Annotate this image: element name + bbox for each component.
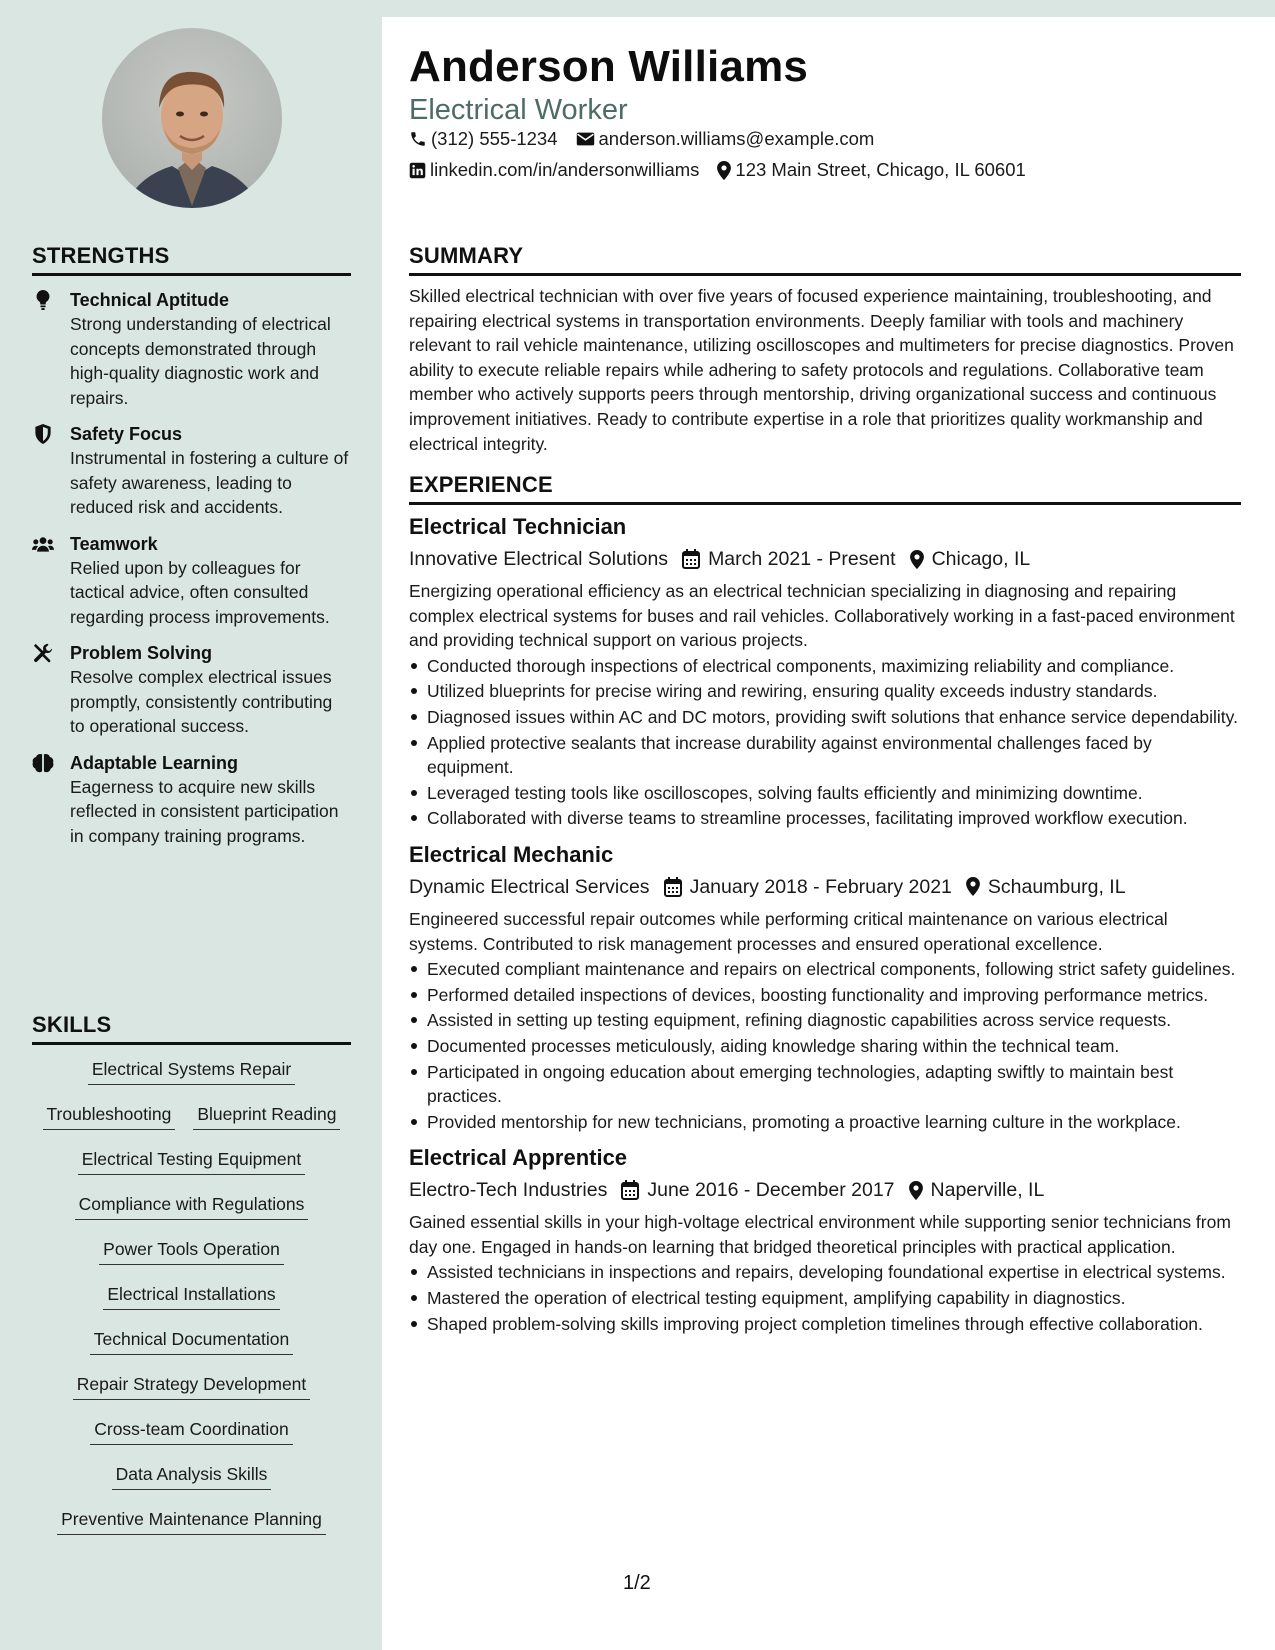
location-pin-icon	[910, 550, 924, 569]
phone-contact[interactable]	[409, 128, 558, 150]
skill-row	[32, 1147, 351, 1192]
job-location	[909, 1176, 1045, 1204]
contact-row-1	[409, 128, 892, 150]
job-bullet: Collaborated with diverse teams to streamline processes, facilitating improved workflow execution.	[409, 806, 1241, 831]
job-bullets	[409, 654, 1241, 831]
skill-tag: Blueprint Reading	[193, 1102, 340, 1130]
skill-tag: Data Analysis Skills	[112, 1462, 272, 1490]
job-bullet: Conducted thorough inspections of electrical components, maximizing reliability and compliance.	[409, 654, 1241, 679]
job-company	[409, 873, 650, 901]
email-contact[interactable]	[576, 128, 875, 150]
job-bullet: Mastered the operation of electrical testing equipment, amplifying capability in diagnostics.	[409, 1286, 1241, 1311]
skills-heading: SKILLS	[32, 1012, 351, 1045]
skill-tag: Cross-team Coordination	[90, 1417, 293, 1445]
skill-row	[32, 1372, 351, 1417]
strength-desc: Strong understanding of electrical concepts demonstrated through high-quality diagnostic work and repairs.	[70, 314, 331, 408]
job-bullets	[409, 957, 1241, 1134]
location-text: Chicago, IL	[931, 548, 1031, 570]
phone-icon	[409, 130, 427, 148]
skills-section	[32, 1012, 351, 1552]
users-icon	[32, 533, 54, 555]
brain-icon	[32, 752, 54, 774]
contact-row-2	[409, 159, 1044, 181]
dates-text: January 2018 - February 2021	[689, 875, 952, 898]
strength-title: Teamwork	[70, 533, 158, 554]
skill-row	[32, 1057, 351, 1102]
strength-item	[32, 288, 351, 410]
skill-tag: Power Tools Operation	[99, 1237, 284, 1265]
linkedin-icon	[409, 162, 426, 179]
strength-desc: Eagerness to acquire new skills reflected in consistent participation in company training programs.	[70, 776, 339, 846]
skill-row	[32, 1417, 351, 1462]
linkedin-contact[interactable]	[409, 159, 699, 181]
summary-heading: SUMMARY	[409, 243, 1241, 276]
job-meta	[409, 1176, 1241, 1204]
job-bullet: Applied protective sealants that increase durability against environmental challenges faced by equipment.	[409, 731, 1241, 780]
strength-title: Problem Solving	[70, 643, 213, 663]
summary-text: Skilled electrical technician with over five years of focused experience maintaining, troubleshooting, and repairing electrical systems in transportation environments. Deeply familiar with tools and machinery relevant to rail vehicle maintenance, utilizing oscilloscopes and multimeters for precise diagnostics. Proven ability to execute reliable repairs while adhering to safety protocols and regulations. Collaborative team member who actively supports peers through mentorship, driving organizational success and continuous improvement initiatives. Ready to contribute expertise in a role that prioritizes quality workmanship and electrical integrity.	[409, 286, 1234, 454]
skill-row	[32, 1102, 351, 1147]
skill-tag: Technical Documentation	[90, 1327, 294, 1355]
job-dates	[682, 545, 896, 573]
job-entry	[409, 513, 1241, 831]
skill-row	[32, 1192, 351, 1237]
job-description: Energizing operational efficiency as an electrical technician specializing in diagnosing and repairing complex electrical systems for buses and rail vehicles. Collaboratively working in a fast-paced environment and providing technical support on various projects.	[409, 581, 1235, 651]
job-bullet: Assisted in setting up testing equipment, refining diagnostic capabilities across service requests.	[409, 1008, 1241, 1033]
job-role: Electrical Apprentice	[409, 1145, 628, 1171]
strengths-heading: STRENGTHS	[32, 243, 351, 276]
experience-heading: EXPERIENCE	[409, 472, 1241, 505]
experience-section	[409, 472, 1241, 1336]
skill-row	[32, 1282, 351, 1327]
company-name: Dynamic Electrical Services	[409, 875, 650, 898]
dates-text: June 2016 - December 2017	[647, 1179, 895, 1202]
job-description: Gained essential skills in your high-voltage electrical environment while supporting senior technicians from day one. Engaged in hands-on learning that bridged theoretical principles with practical application.	[409, 1212, 1231, 1257]
job-bullet: Executed compliant maintenance and repairs on electrical components, following strict safety guidelines.	[409, 957, 1241, 982]
skill-tag: Repair Strategy Development	[73, 1372, 311, 1400]
address-contact	[717, 159, 1025, 181]
strength-item	[32, 422, 351, 520]
strength-item	[32, 641, 351, 739]
job-bullet: Documented processes meticulously, aiding knowledge sharing within the technical team.	[409, 1034, 1241, 1059]
skills-list	[32, 1057, 351, 1552]
job-bullet: Performed detailed inspections of devices, boosting functionality and improving performance metrics.	[409, 983, 1241, 1008]
envelope-icon	[576, 131, 595, 147]
job-bullet: Leveraged testing tools like oscilloscopes, solving faults efficiently and minimizing downtime.	[409, 781, 1241, 806]
location-text: Schaumburg, IL	[987, 875, 1126, 898]
company-name: Innovative Electrical Solutions	[409, 548, 669, 570]
job-bullet: Utilized blueprints for precise wiring and rewiring, ensuring quality exceeds industry standards.	[409, 679, 1241, 704]
job-role: Electrical Mechanic	[409, 841, 614, 867]
tools-icon	[32, 642, 54, 664]
skill-tag: Electrical Systems Repair	[88, 1057, 295, 1085]
job-description: Engineered successful repair outcomes while performing critical maintenance on various electrical systems. Contributed to risk management processes and ensured operational excellence.	[409, 908, 1168, 954]
job-bullet: Diagnosed issues within AC and DC motors, providing swift solutions that enhance service dependability.	[409, 705, 1241, 730]
candidate-title: Electrical Worker	[409, 94, 628, 126]
job-bullet: Assisted technicians in inspections and repairs, developing foundational expertise in electrical systems.	[409, 1260, 1241, 1285]
job-entry	[409, 1144, 1241, 1336]
phone-text: (312) 555-1234	[431, 128, 558, 149]
job-dates	[621, 1176, 894, 1204]
calendar-icon	[621, 1180, 639, 1200]
strengths-section	[32, 243, 351, 848]
calendar-icon	[664, 877, 682, 897]
job-meta	[409, 545, 1241, 573]
company-name: Electro-Tech Industries	[409, 1179, 608, 1202]
location-pin-icon	[909, 1181, 923, 1200]
email-text: anderson.williams@example.com	[598, 128, 875, 149]
avatar	[102, 28, 282, 208]
job-company	[409, 545, 668, 573]
shield-icon	[32, 423, 54, 445]
job-bullets	[409, 1260, 1241, 1336]
calendar-icon	[682, 549, 700, 569]
lightbulb-icon	[32, 289, 54, 311]
job-location	[910, 545, 1031, 573]
dates-text: March 2021 - Present	[708, 548, 896, 570]
avatar-portrait	[102, 28, 282, 208]
job-company	[409, 1176, 607, 1204]
skill-row	[32, 1237, 351, 1282]
job-bullet: Provided mentorship for new technicians, promoting a proactive learning culture in the workplace.	[409, 1110, 1241, 1135]
strength-desc: Resolve complex electrical issues promptly, consistently contributing to operational success.	[70, 667, 333, 736]
job-location	[966, 873, 1126, 901]
address-text: 123 Main Street, Chicago, IL 60601	[735, 159, 1026, 180]
summary-section	[409, 243, 1241, 456]
job-meta	[409, 873, 1241, 901]
location-text: Naperville, IL	[930, 1179, 1045, 1202]
strength-title: Safety Focus	[70, 424, 183, 444]
strength-desc: Relied upon by colleagues for tactical advice, often consulted regarding process improvements.	[70, 557, 330, 627]
job-role: Electrical Technician	[409, 514, 627, 539]
skill-tag: Compliance with Regulations	[75, 1192, 309, 1220]
job-bullet: Shaped problem-solving skills improving project completion timelines through effective collaboration.	[409, 1312, 1241, 1337]
strength-item	[32, 532, 351, 630]
skill-row	[32, 1507, 351, 1552]
page-indicator: 1/2	[623, 1572, 651, 1594]
strength-title: Technical Aptitude	[70, 290, 230, 310]
job-dates	[664, 873, 952, 901]
location-pin-icon	[966, 877, 980, 896]
skill-row	[32, 1462, 351, 1507]
linkedin-text: linkedin.com/in/andersonwilliams	[430, 159, 700, 180]
location-pin-icon	[717, 161, 731, 180]
strength-item	[32, 751, 351, 849]
skill-tag: Electrical Installations	[103, 1282, 279, 1310]
candidate-name: Anderson Williams	[409, 42, 809, 91]
skill-row	[32, 1327, 351, 1372]
strength-title: Adaptable Learning	[70, 752, 239, 773]
job-bullet: Participated in ongoing education about emerging technologies, adapting swiftly to maintain best practices.	[409, 1060, 1241, 1109]
strength-desc: Instrumental in fostering a culture of safety awareness, leading to reduced risk and accidents.	[70, 448, 349, 517]
skill-tag: Troubleshooting	[43, 1102, 176, 1130]
skill-tag: Electrical Testing Equipment	[78, 1147, 306, 1175]
job-entry	[409, 841, 1241, 1134]
skill-tag: Preventive Maintenance Planning	[57, 1507, 326, 1535]
